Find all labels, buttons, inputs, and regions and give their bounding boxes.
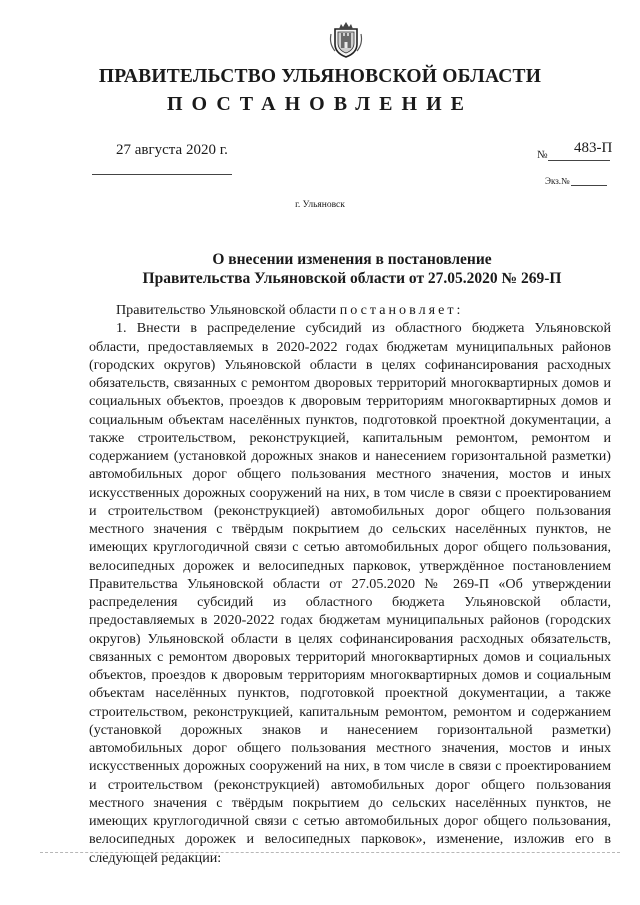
document-title — [96, 250, 608, 288]
city-label: г. Ульяновск — [295, 200, 345, 210]
number-label: № — [537, 149, 548, 161]
intro-verb: постановляет: — [339, 302, 464, 318]
paragraph-1: 1. Внести в распределение субсидий из областного бюджета Ульяновской области, предоставляемых в 2020-2022 годах бюджетам муниципальных районов (городских округов) Ульяновской области в целях софинансирования расходных обязательств, связанных с ремонтом дворовых территорий многоквартирных домов и социальных объектов, проездов к дворовым территориям многоквартирных домов и социальным объектам населённых пунктов, подготовкой проектной документации, а также строительством, реконструкцией, капитальным ремонтом, ремонтом и содержанием (установкой дорожных знаков и нанесением горизонтальной разметки) автомобильных дорог общего пользования местного значения, мостов и иных искусственных дорожных сооружений на них, в том числе в связи с проектированием и строительством (реконструкцией) автомобильных дорог общего пользования местного значения с твёрдым покрытием до сельских населённых пунктов, не имеющих круглогодичной связи с сетью автомобильных дорог общего пользования, велосипедных дорожек и велосипедных парковок, утверждённое постановлением Правительства Ульяновской области от 27.05.2020 № 269-П «Об утверждении распределения субсидий из областного бюджета Ульяновской области, предоставляемых в 2020-2022 годах бюджетам муниципальных районов (городских округов) Ульяновской области в целях софинансирования расходных обязательств, связанных с ремонтом дворовых территорий многоквартирных домов и социальных объектов, проездов к дворовым территориям многоквартирных домов и социальным объектам населённых пунктов, подготовкой проектной документации, а также строительством, реконструкцией, капитальным ремонтом, ремонтом и содержанием (установкой дорожных знаков и нанесением горизонтальной разметки) автомобильных дорог общего пользования местного значения, мостов и иных искусственных дорожных сооружений на них, в том числе в связи с проектированием и строительством (реконструкцией) автомобильных дорог общего пользования местного значения с твёрдым покрытием до сельских населённых пунктов, не имеющих круглогодичной связи с сетью автомобильных дорог общего пользования, велосипедных дорожек и велосипедных парковок», изменение, изложив его в следующей редакции: — [89, 320, 611, 866]
document-title-line2: Правительства Ульяновской области от 27.05.2020 № 269-П — [142, 270, 562, 287]
date-underline — [92, 174, 232, 175]
copy-number-underline — [571, 185, 607, 186]
number-underline — [548, 160, 610, 161]
coat-of-arms-icon — [326, 20, 366, 60]
document-body — [89, 301, 611, 867]
intro-subject: Правительство Ульяновской области — [116, 302, 337, 318]
document-number: 483-П — [574, 140, 613, 156]
intro-paragraph — [89, 301, 611, 319]
copy-number-label: Экз.№ — [545, 176, 570, 186]
document-type-heading: ПОСТАНОВЛЕНИЕ — [167, 93, 473, 115]
document-date: 27 августа 2020 г. — [116, 142, 228, 158]
document-title-line1: О внесении изменения в постановление — [212, 251, 492, 268]
government-name: ПРАВИТЕЛЬСТВО УЛЬЯНОВСКОЙ ОБЛАСТИ — [98, 66, 542, 87]
scan-artifact-line — [40, 852, 620, 853]
